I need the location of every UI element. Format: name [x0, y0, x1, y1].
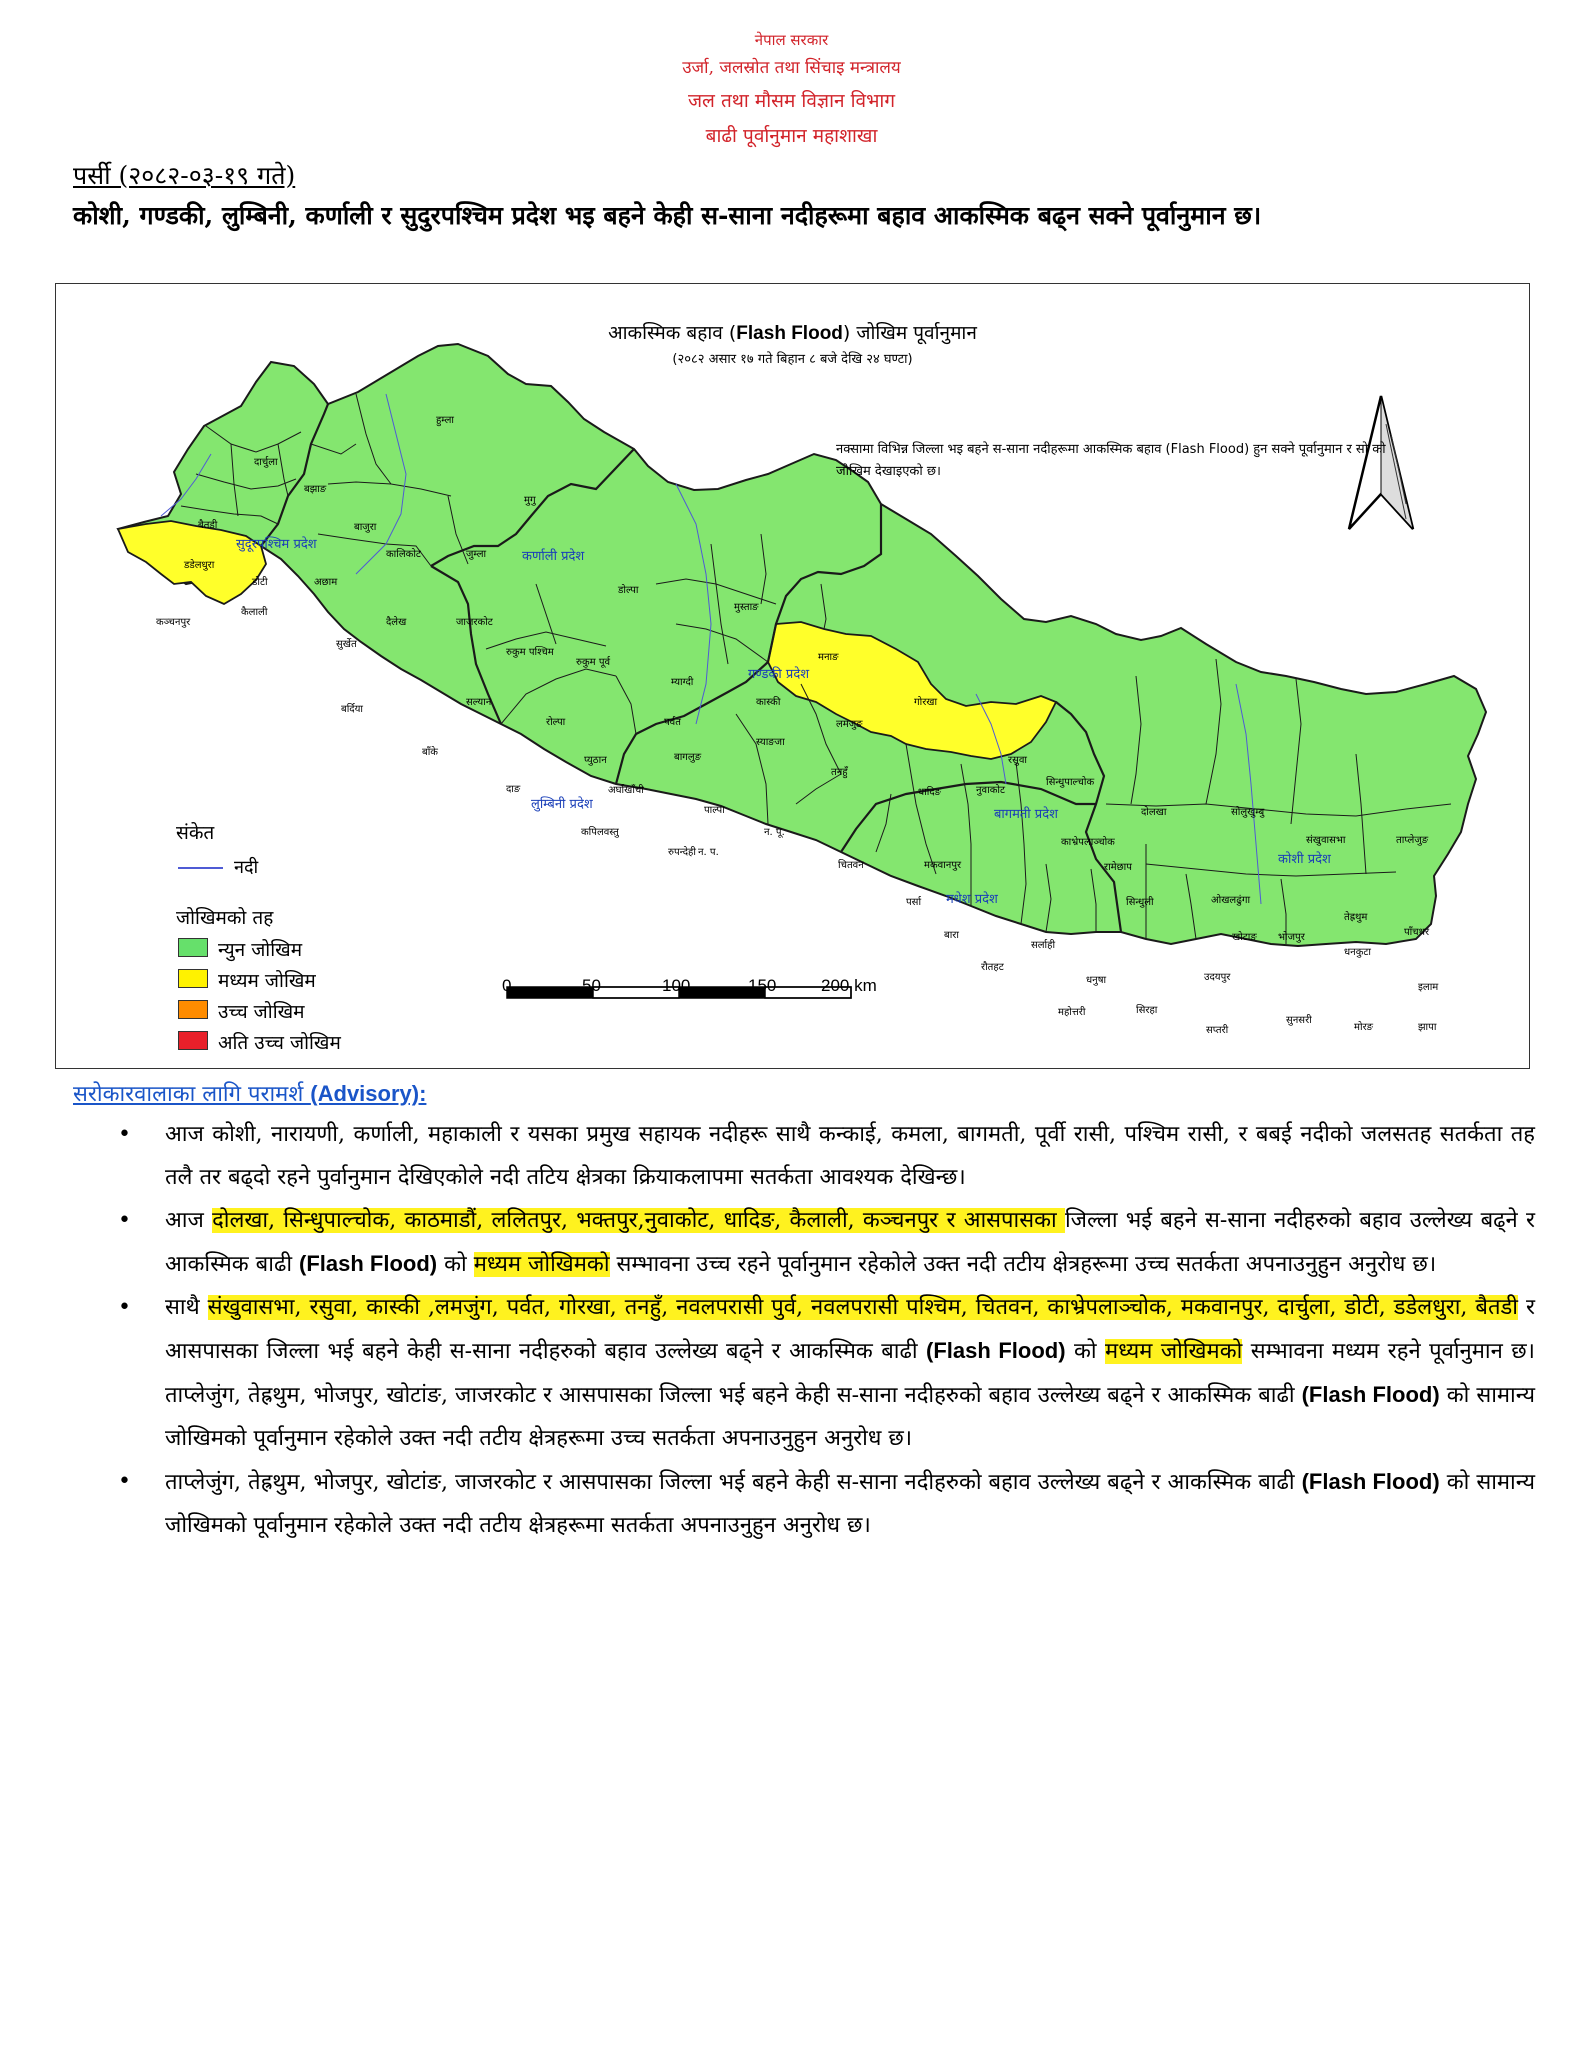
district-label: मनाङ	[818, 652, 839, 663]
district-label: बाजुरा	[354, 522, 377, 533]
district-label: जाजरकोट	[456, 617, 493, 628]
scale-tick-label: 200 km	[821, 976, 877, 995]
district-label: संखुवासभा	[1306, 835, 1346, 846]
province-label: गण्डकी प्रदेश	[748, 667, 810, 682]
district-label: लमजुङ	[836, 719, 863, 730]
district-label: सप्तरी	[1206, 1025, 1229, 1036]
district-label: बर्दिया	[341, 704, 363, 715]
district-label: पर्वत	[664, 717, 681, 728]
river-legend-line	[178, 867, 223, 869]
river-legend-label: नदी	[234, 857, 259, 878]
province-label: सुदूरपश्चिम प्रदेश	[236, 537, 317, 552]
legend-swatch	[178, 1031, 208, 1050]
district-label: उदयपुर	[1204, 972, 1231, 983]
district-label: डोल्पा	[618, 585, 639, 596]
district-label: धनुषा	[1086, 975, 1107, 986]
district-label: ताप्लेजुङ	[1396, 835, 1429, 846]
province-label: कोशी प्रदेश	[1278, 852, 1331, 867]
district-label: इलाम	[1418, 982, 1439, 993]
district-label: रसुवा	[1008, 755, 1027, 766]
district-label: बैतडी	[198, 520, 218, 531]
district-label: रुपन्देही	[668, 847, 696, 858]
ministry-name: उर्जा, जलस्रोत तथा सिंचाइ मन्त्रालय	[682, 58, 901, 78]
legend-swatch	[178, 1000, 208, 1019]
division-name: बाढी पूर्वानुमान महाशाखा	[705, 125, 878, 147]
district-label: कपिलवस्तु	[581, 827, 619, 838]
advisory-title: सरोकारवालाका लागि परामर्श (Advisory):	[73, 1081, 427, 1107]
risk-level-title: जोखिमको तह	[176, 907, 274, 929]
department-name: जल तथा मौसम विज्ञान विभाग	[687, 90, 896, 112]
district-label: बागलुङ	[674, 752, 702, 763]
province-label: लुम्बिनी प्रदेश	[531, 797, 593, 812]
district-label: सोलुखुम्बु	[1231, 807, 1265, 818]
district-label: रोल्पा	[546, 717, 566, 728]
district-label: डोटी	[252, 577, 268, 588]
district-label: गोरखा	[914, 697, 938, 708]
district-label: सिन्धुपाल्चोक	[1046, 777, 1095, 788]
scale-tick-label: 100	[662, 976, 691, 995]
district-label: कैलाली	[241, 607, 268, 618]
map-subtitle: (२०८२ असार १७ गते बिहान ८ बजे देखि २४ घण्टा)	[672, 352, 913, 367]
district-label: झापा	[1418, 1022, 1437, 1033]
district-label: दोलखा	[1141, 807, 1167, 818]
district-label: नुवाकोट	[976, 785, 1006, 796]
district-label: कास्की	[756, 697, 781, 708]
province-label: मधेश प्रदेश	[946, 892, 998, 907]
legend-swatch	[178, 969, 208, 988]
district-label: मकवानपुर	[924, 860, 962, 871]
district-label: तनहुँ	[831, 767, 848, 778]
province-label: बागमती प्रदेश	[994, 807, 1058, 822]
legend-label: उच्च जोखिम	[218, 1001, 305, 1023]
flash-flood-map	[55, 283, 1530, 1069]
district-label: रुकुम पूर्व	[576, 657, 611, 668]
district-label: म्याग्दी	[671, 677, 694, 688]
district-label: ओखलढुंगा	[1211, 895, 1251, 906]
province-label: कर्णाली प्रदेश	[522, 549, 585, 564]
district-label: जुम्ला	[466, 549, 487, 560]
map-note: नक्सामा विभिन्न जिल्ला भइ बहने स-साना नदीहरूमा आकस्मिक बहाव (Flash Flood) हुन सक्ने पूर्वानुमान र सो को जोखिम देखाइएको छ।	[836, 442, 1386, 479]
district-label: धनकुटा	[1344, 947, 1372, 958]
district-label: धादिङ	[918, 787, 942, 798]
district-label: अर्घाखाँची	[608, 785, 644, 796]
district-label: सिन्धुली	[1126, 897, 1154, 908]
forecast-date: पर्सी (२०८२-०३-१९ गते)	[73, 161, 296, 190]
district-label: रामेछाप	[1104, 862, 1132, 873]
district-label: बाँके	[422, 747, 438, 758]
district-label: पाल्पा	[704, 805, 725, 816]
district-label: दैलेख	[386, 617, 407, 628]
district-label: सुर्खेत	[336, 639, 357, 650]
scale-tick-label: 0	[502, 976, 512, 995]
district-label: खोटाङ	[1232, 932, 1257, 943]
org-name: नेपाल सरकार	[754, 31, 829, 49]
district-label: न. प.	[698, 847, 719, 858]
district-label: कालिकोट	[386, 549, 421, 560]
district-label: काभ्रेपलाञ्चोक	[1061, 837, 1115, 848]
district-label: दाङ	[506, 784, 521, 795]
district-label: हुम्ला	[436, 415, 454, 426]
district-label: भोजपुर	[1278, 932, 1305, 943]
district-label: मोरङ	[1354, 1022, 1374, 1033]
district-label: चितवन	[838, 860, 864, 871]
advisory-list	[115, 1113, 1535, 1547]
district-label: दार्चुला	[254, 457, 278, 468]
legend-label: न्युन जोखिम	[218, 939, 303, 961]
legend-label: मध्यम जोखिम	[218, 970, 316, 992]
advisory-item: • साथै संखुवासभा, रसुवा, कास्की ,लमजुंग, पर्वत, गोरखा, तनहुँ, नवलपरासी पुर्व, नवलपरासी पश्चिम, चितवन, काभ्रेपलाञ्चोक, मकवानपुर, दार्चुला, डोटी, डडेलधुरा, बैतडी र आसपासका जिल्ला भई बहने केही स-साना नदीहरुको बहाव उल्लेख्य बढ्ने र आकस्मिक बाढी (Flash Flood) को मध्यम जोखिमको सम्भावना मध्यम रहने पूर्वानुमान छ। ताप्लेजुंग, तेह्रथुम, भोजपुर, खोटांङ, जाजरकोट र आसपासका जिल्ला भई बहने केही स-साना नदीहरुको बहाव उल्लेख्य बढ्ने र आकस्मिक बाढी (Flash Flood) को सामान्य जोखिमको पूर्वानुमान रहेकोले उक्त नदी तटीय क्षेत्रहरूमा उच्च सतर्कता अपनाउनुहुन अनुरोध छ।	[115, 1286, 1535, 1460]
district-label: न. पू.	[764, 827, 785, 838]
district-label: अछाम	[314, 577, 338, 588]
legend-title: संकेत	[176, 822, 215, 844]
district-label: पर्सा	[906, 897, 922, 908]
scale-tick-label: 150	[748, 976, 777, 995]
district-label: महोत्तरी	[1058, 1007, 1086, 1018]
district-label: रुकुम पश्चिम	[506, 647, 554, 658]
district-label: स्याङजा	[756, 737, 785, 748]
legend-label: अति उच्च जोखिम	[218, 1032, 341, 1054]
district-label: रौतहट	[981, 962, 1004, 973]
district-label: तेह्रथुम	[1344, 912, 1368, 923]
district-label: सल्यान	[466, 697, 492, 708]
district-label: सिरहा	[1136, 1005, 1158, 1016]
district-label: पाँचथर	[1404, 927, 1430, 938]
district-label: प्युठान	[584, 755, 607, 766]
district-label: बारा	[944, 930, 959, 941]
headline: कोशी, गण्डकी, लुम्बिनी, कर्णाली र सुदुरपश्चिम प्रदेश भइ बहने केही स-साना नदीहरूमा बहाव आकस्मिक बढ्न सक्ने पूर्वानुमान छ।	[73, 201, 1262, 230]
district-label: सुनसरी	[1286, 1015, 1312, 1026]
map-title: आकस्मिक बहाव (Flash Flood) जोखिम पूर्वानुमान	[608, 322, 977, 344]
legend-swatch	[178, 938, 208, 957]
district-label: सर्लाही	[1031, 940, 1056, 951]
district-label: मुगु	[524, 495, 536, 506]
district-label: मुस्ताङ	[734, 602, 759, 613]
district-label: डडेलधुरा	[184, 560, 215, 571]
advisory-item: • आज कोशी, नारायणी, कर्णाली, महाकाली र यसका प्रमुख सहायक नदीहरू साथै कन्काई, कमला, बागमती, पूर्वी रासी, पश्चिम रासी, र बबई नदीको जलसतह सतर्कता तह तलै तर बढ्दो रहने पुर्वानुमान देखिएकोले नदी तटिय क्षेत्रका क्रियाकलापमा सतर्कता आवश्यक देखिन्छ।	[115, 1113, 1535, 1199]
scale-tick-label: 50	[582, 976, 601, 995]
advisory-item: • आज दोलखा, सिन्धुपाल्चोक, काठमाडौं, ललितपुर, भक्तपुर,नुवाकोट, धादिङ, कैलाली, कञ्चनपुर र आसपासका जिल्ला भई बहने स-साना नदीहरुको बहाव उल्लेख्य बढ्ने र आकस्मिक बाढी (Flash Flood) को मध्यम जोखिमको सम्भावना उच्च रहने पूर्वानुमान रहेकोले उक्त नदी तटीय क्षेत्रहरूमा उच्च सतर्कता अपनाउनुहुन अनुरोध छ।	[115, 1199, 1535, 1286]
district-label: कञ्चनपुर	[156, 617, 191, 628]
advisory-item: • ताप्लेजुंग, तेह्रथुम, भोजपुर, खोटांङ, जाजरकोट र आसपासका जिल्ला भई बहने केही स-साना नदीहरुको बहाव उल्लेख्य बढ्ने र आकस्मिक बाढी (Flash Flood) को सामान्य जोखिमको पूर्वानुमान रहेकोले उक्त नदी तटीय क्षेत्रहरूमा सतर्कता अपनाउनुहुन अनुरोध छ।	[115, 1460, 1535, 1547]
district-label: बझाङ	[304, 484, 327, 495]
